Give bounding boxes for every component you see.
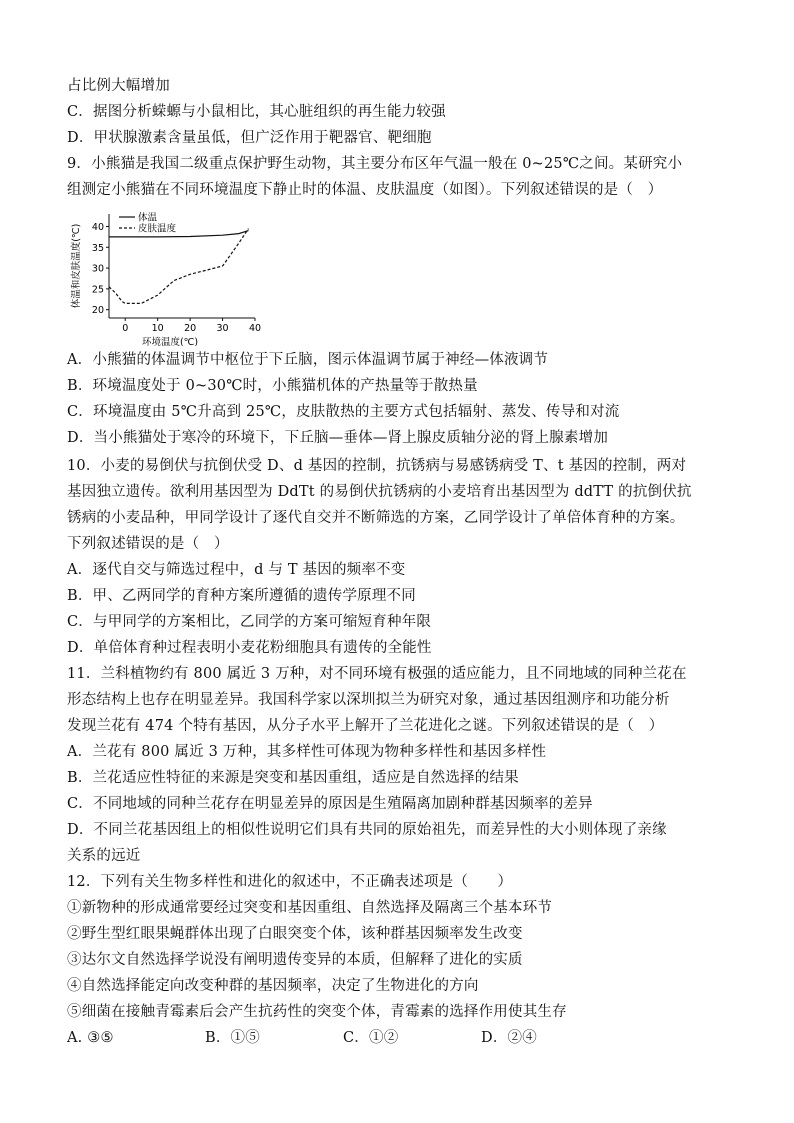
statement-5: ⑤细菌在接触青霉素后会产生抗药性的突变个体，青霉素的选择作用使其生存 (67, 1004, 567, 1020)
x-tick-label: 20 (184, 323, 197, 334)
option-c-q10: C．与甲同学的方案相比，乙同学的方案可缩短育种年限 (67, 614, 432, 630)
x-tick-label: 0 (122, 323, 129, 334)
x-tick-label: 30 (216, 323, 229, 334)
option-d-q9: D．当小熊猫处于寒冷的环境下，下丘脑—垂体—肾上腺皮质轴分泌的肾上腺素增加 (67, 430, 609, 446)
chart-series (109, 229, 249, 304)
legend-label: 皮肤温度 (138, 223, 177, 235)
option-d-q11-cont: 关系的远近 (67, 848, 141, 864)
x-tick-label: 10 (151, 323, 164, 334)
question-11-stem: 11．兰科植物约有 800 属近 3 万种，对不同环境有极强的适应能力，且不同地域的同种兰花在 (67, 666, 687, 682)
option-a-q12: A. ③⑤ (67, 1030, 114, 1046)
body-temperature-line (109, 231, 249, 237)
question-11-stem-cont: 发现兰花有 474 个特有基因，从分子水平上解开了兰花进化之谜。下列叙述错误的是（ ） (67, 718, 664, 734)
option-c-q12: C．①② (343, 1030, 399, 1046)
chart-axes (109, 214, 255, 318)
question-10-stem-cont: 基因独立遗传。欲利用基因型为 DdTt 的易倒伏抗锈病的小麦培育出基因型为 ddTT 的抗倒伏抗 (67, 484, 692, 500)
question-10-prompt: 下列叙述错误的是（ ） (67, 536, 229, 552)
statement-4: ④自然选择能定向改变种群的基因频率，决定了生物进化的方向 (67, 978, 479, 994)
option-b-q11: B．兰花适应性特征的来源是突变和基因重组，适应是自然选择的结果 (67, 770, 519, 786)
option-a-q10: A．逐代自交与筛选过程中，d 与 T 基因的频率不变 (67, 562, 406, 578)
question-12-stem: 12．下列有关生物多样性和进化的叙述中，不正确表述项是（ ） (67, 874, 513, 890)
option-d-q12: D．②④ (481, 1030, 537, 1046)
option-b-q12: B．①⑤ (205, 1030, 260, 1046)
question-9-stem: 9．小熊猫是我国二级重点保护野生动物，其主要分布区年气温一般在 0~25℃之间。某研究小 (67, 156, 683, 172)
temperature-chart (67, 206, 267, 346)
y-tick-label: 35 (91, 242, 104, 254)
skin-temperature-line (109, 229, 249, 304)
question-11-stem-cont: 形态结构上也存在明显差异。我国科学家以深圳拟兰为研究对象，通过基因组测序和功能分析 (67, 692, 670, 708)
y-axis-label: 体温和皮肤温度(℃) (71, 223, 82, 309)
statement-2: ②野生型红眼果蝇群体出现了白眼突变个体，该种群基因频率发生改变 (67, 926, 523, 942)
question-9-stem-cont: 组测定小熊猫在不同环境温度下静止时的体温、皮肤温度（如图）。下列叙述错误的是（ ） (67, 182, 663, 198)
question-10-stem: 10．小麦的易倒伏与抗倒伏受 D、d 基因的控制，抗锈病与易感锈病受 T、t 基因的控制，两对 (67, 458, 687, 474)
y-tick-label: 25 (91, 284, 104, 296)
option-c-q9: C．环境温度由 5℃升高到 25℃，皮肤散热的主要方式包括辐射、蒸发、传导和对流 (67, 404, 620, 420)
temperature-chart-svg (67, 206, 267, 346)
option-b-q9: B．环境温度处于 0~30℃时，小熊猫机体的产热量等于散热量 (67, 378, 478, 394)
option-c-q11: C．不同地域的同种兰花存在明显差异的原因是生殖隔离加剧种群基因频率的差异 (67, 796, 593, 812)
statement-1: ①新物种的形成通常要经过突变和基因重组、自然选择及隔离三个基本环节 (67, 900, 553, 916)
chart-legend (119, 212, 177, 235)
option-d-q11: D．不同兰花基因组上的相似性说明它们具有共同的原始祖先，而差异性的大小则体现了亲缘 (67, 822, 667, 838)
option-b-q10: B．甲、乙两同学的育种方案所遵循的遗传学原理不同 (67, 588, 416, 604)
text-line: 占比例大幅增加 (67, 78, 170, 94)
y-tick-label: 20 (91, 305, 104, 317)
option-a-q9: A．小熊猫的体温调节中枢位于下丘脑，图示体温调节属于神经—体液调节 (67, 352, 549, 368)
x-tick-label: 40 (248, 323, 262, 334)
legend-label: 体温 (138, 212, 158, 224)
option-d-q10: D．单倍体育种过程表明小麦花粉细胞具有遗传的全能性 (67, 640, 432, 656)
option-d-q8: D．甲状腺激素含量虽低，但广泛作用于靶器官、靶细胞 (67, 130, 432, 146)
q12-options (67, 1028, 727, 1048)
y-tick-label: 30 (91, 263, 104, 275)
question-10-stem-cont: 锈病的小麦品种，甲同学设计了逐代自交并不断筛选的方案，乙同学设计了单倍体育种的方案。 (67, 510, 685, 526)
y-tick-label: 40 (91, 221, 104, 233)
option-a-q11: A．兰花有 800 属近 3 万种，其多样性可体现为物种多样性和基因多样性 (67, 744, 547, 760)
statement-3: ③达尔文自然选择学说没有阐明遗传变异的本质，但解释了进化的实质 (67, 952, 523, 968)
option-c-q8: C．据图分析蝾螈与小鼠相比，其心脏组织的再生能力较强 (67, 104, 446, 120)
chart-ticks (92, 222, 261, 334)
x-axis-label: 环境温度(℃) (141, 337, 199, 346)
